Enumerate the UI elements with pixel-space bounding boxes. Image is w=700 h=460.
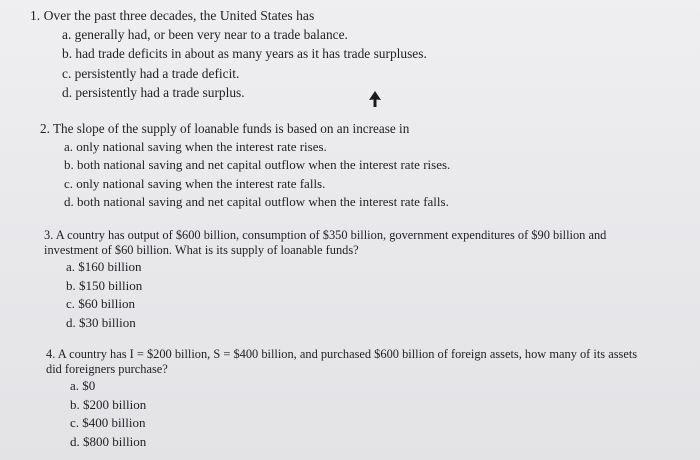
mouse-cursor-icon <box>369 91 381 107</box>
question-3-option-a: a. $160 billion <box>66 259 142 274</box>
question-2-option-d: d. both national saving and net capital outflow when the interest rate falls. <box>64 194 449 209</box>
question-3-stem-line-1: 3. A country has output of $600 billion, consumption of $350 billion, government expenditures of $90 billion and <box>44 228 607 242</box>
question-2 <box>40 121 690 212</box>
question-4-option-d: d. $800 billion <box>70 433 147 449</box>
question-2-stem: 2. The slope of the supply of loanable funds is based on an increase in <box>40 121 410 136</box>
question-1 <box>30 8 690 103</box>
question-4-option-a: a. $0 <box>70 378 96 393</box>
question-3-option-b: b. $150 billion <box>66 277 143 293</box>
question-3-option-d: d. $30 billion <box>66 314 136 330</box>
question-3-option-c: c. $60 billion <box>66 296 135 311</box>
question-2-option-b: b. both national saving and net capital outflow when the interest rate rises. <box>64 157 451 172</box>
question-1-stem: 1. Over the past three decades, the United States has <box>30 8 315 23</box>
question-1-option-a: a. generally had, or been very near to a trade balance. <box>62 26 348 42</box>
question-4-stem-line-2: did foreigners purchase? <box>46 361 168 376</box>
question-3 <box>44 228 684 332</box>
question-4-options <box>70 377 686 451</box>
question-1-option-d: d. persistently had a trade surplus. <box>62 85 245 100</box>
question-2-options <box>64 138 690 212</box>
question-4-option-b: b. $200 billion <box>70 396 147 412</box>
question-4 <box>46 347 686 451</box>
question-2-option-a: a. only national saving when the interest rate rises. <box>64 138 327 154</box>
question-1-option-c: c. persistently had a trade deficit. <box>62 65 240 81</box>
question-4-option-c: c. $400 billion <box>70 415 146 430</box>
question-3-options <box>66 258 684 332</box>
question-2-option-c: c. only national saving when the interest rate falls. <box>64 175 326 191</box>
question-4-stem-line-1: 4. A country has I = $200 billion, S = $400 billion, and purchased $600 billion of foreign assets, how many of its assets <box>46 347 638 361</box>
question-3-stem-line-2: investment of $60 billion. What is its supply of loanable funds? <box>44 242 359 257</box>
question-1-option-b: b. had trade deficits in about as many years as it has trade surpluses. <box>62 46 427 61</box>
